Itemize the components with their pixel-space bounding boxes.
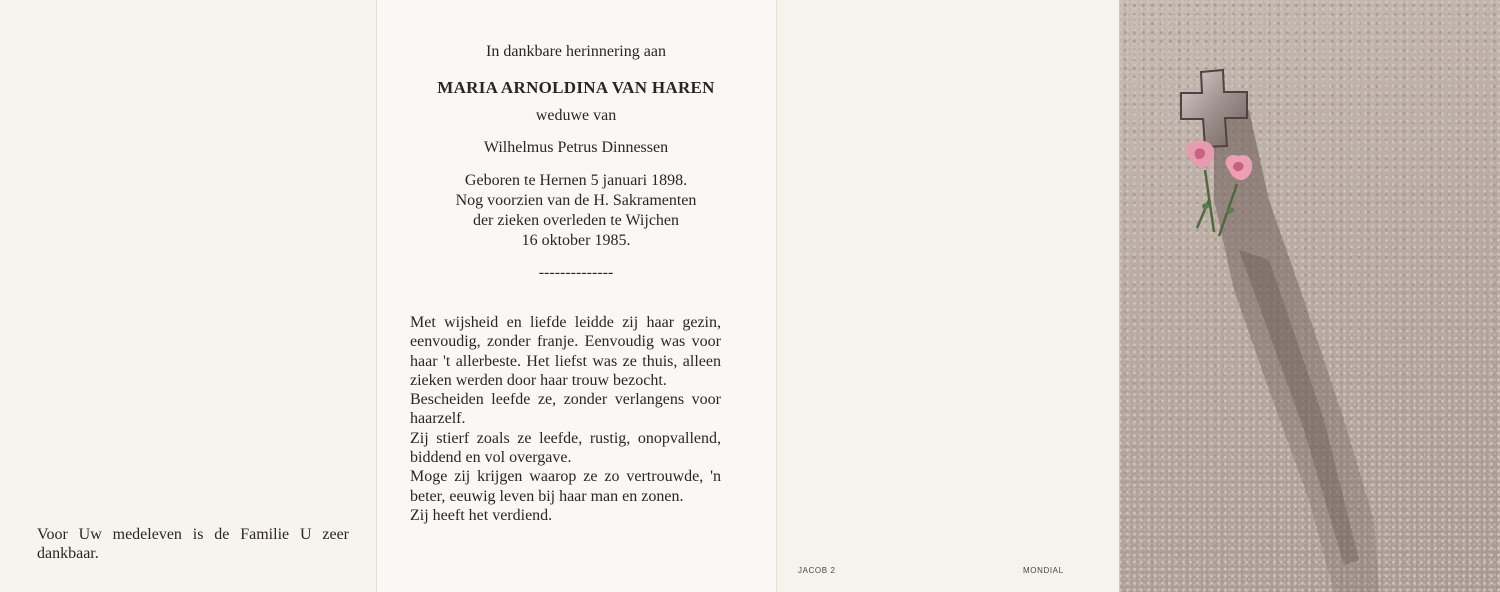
bio-line: 16 oktober 1985.	[521, 232, 631, 249]
rose-icon	[1186, 141, 1214, 167]
imprint-right: MONDIAL	[1023, 566, 1064, 575]
bio-line: Nog voorzien van de H. Sakramenten	[455, 192, 697, 209]
spouse-name: Wilhelmus Petrus Dinnessen	[483, 139, 669, 156]
memorial-header	[376, 42, 776, 283]
imprint-left: JACOB 2	[798, 566, 836, 575]
cross-with-roses-icon	[1119, 0, 1500, 592]
poem-paragraph: Zij heeft het verdiend.	[410, 506, 553, 524]
intro-text: In dankbare herinnering aan	[486, 43, 666, 60]
thanks-text: Voor Uw medeleven is de Familie U zeer dankbaar.	[37, 526, 349, 562]
widow-of-text: weduwe van	[535, 107, 617, 124]
bio-line: der zieken overleden te Wijchen	[472, 212, 680, 229]
biography	[376, 171, 776, 251]
memorial-poem	[410, 313, 721, 525]
left-panel	[0, 0, 376, 592]
divider: --------------	[538, 264, 614, 281]
center-panel	[376, 0, 776, 592]
inner-panel	[776, 0, 1119, 592]
bio-line: Geboren te Hernen 5 januari 1898.	[464, 172, 688, 189]
poem-paragraph: Met wijsheid en liefde leidde zij haar gezin, eenvoudig, zonder franje. Eenvoudig was voor haar 't allerbeste. Het liefst was ze thuis, alleen zieken werden door haar trouw bezocht.	[410, 314, 721, 389]
poem-paragraph: Moge zij krijgen waarop ze zo vertrouwde, 'n beter, eeuwig leven bij haar man en zonen.	[410, 468, 721, 505]
poem-paragraph: Zij stierf zoals ze leefde, rustig, onopvallend, biddend en vol overgave.	[410, 429, 721, 467]
deceased-name: MARIA ARNOLDINA VAN HAREN	[437, 78, 715, 97]
photo-panel	[1119, 0, 1500, 592]
poem-paragraph: Bescheiden leefde ze, zonder verlangens voor haarzelf.	[410, 391, 721, 428]
